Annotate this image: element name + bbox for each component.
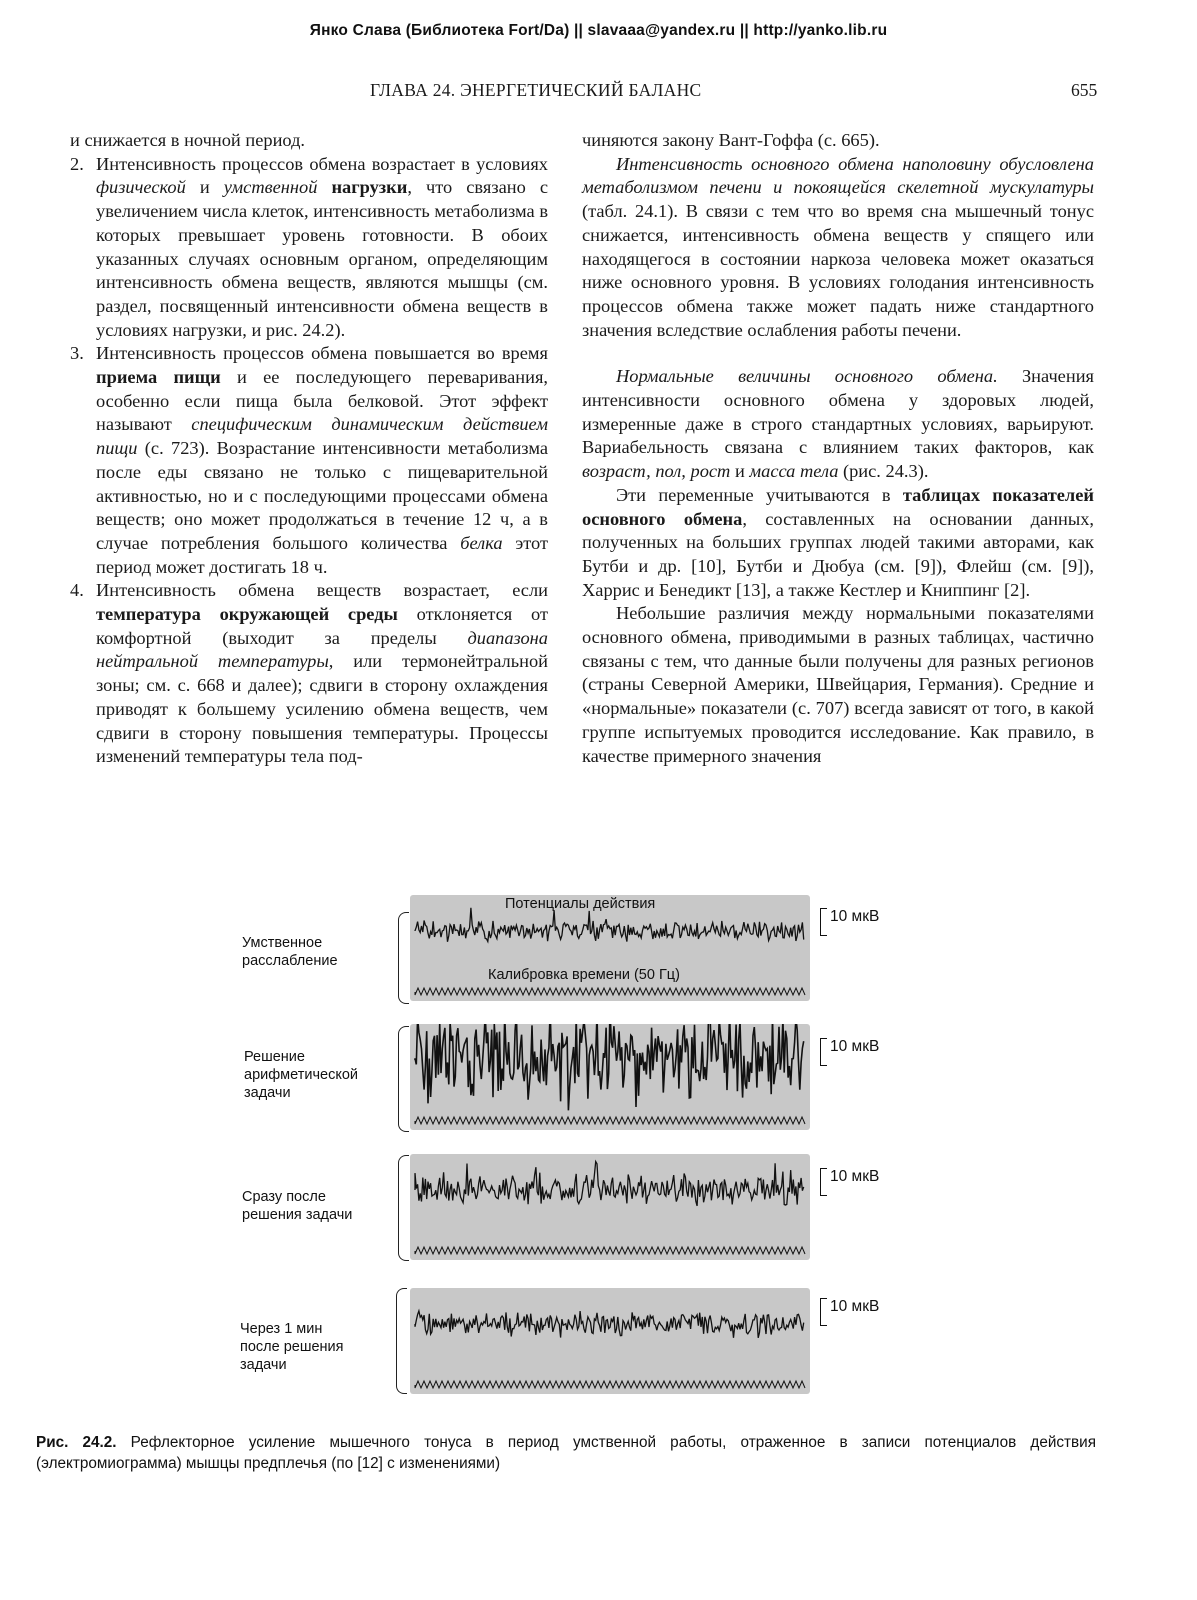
list-item-4 <box>70 579 548 769</box>
emphasis-text: умственной <box>223 177 318 198</box>
scale-bar-icon <box>820 1168 827 1196</box>
paragraph <box>582 153 1094 343</box>
list-number: 4. <box>70 580 84 601</box>
emphasis-text: возраст, пол, рост <box>582 461 731 482</box>
list-item-2 <box>70 153 548 343</box>
emg-panel <box>410 1024 810 1130</box>
paragraph: Небольшие различия между нормальными показателями основного обмена, приводимыми в разных таблицах, частично связаны с тем, что данные были получены для разных регионов (страны Северной Америки, Швейцария, Германия). Средние и «нормальные» показатели (с. 707) всегда зависят от того, в какой группе испытуемых проводится исследование. Как правило, в качестве примерного значения <box>582 603 1094 766</box>
emg-trace <box>410 895 810 1001</box>
watermark-banner: Янко Слава (Библиотека Fort/Da) || slavaaa@yandex.ru || http://yanko.lib.ru <box>309 22 888 39</box>
bold-term: нагрузки <box>331 177 408 198</box>
time-calibration-signal <box>415 1247 805 1254</box>
emg-panel <box>410 1154 810 1260</box>
list-number: 2. <box>70 153 84 174</box>
condition-label-line: решения задачи <box>242 1207 353 1223</box>
brace <box>398 1155 409 1261</box>
emg-signal-line <box>415 1024 804 1110</box>
list-text: и <box>185 177 224 198</box>
scale-label: 10 мкВ <box>830 1298 880 1315</box>
list-number: 3. <box>70 343 84 364</box>
condition-label <box>240 1320 344 1374</box>
list-text: , что связано с увеличением числа клеток, интенсивность метаболизма в которых превышает уровень готовности. В обоих указанных случаях основным органом, определяющим интенсивность обмена веществ, являются мышцы (см. раздел, посвященный интенсивности обмена веществ в условиях нагрузки, и рис. 24.2). <box>96 177 548 340</box>
brace <box>398 912 409 1004</box>
paragraph-text: (табл. 24.1). В связи с тем что во время сна мышечный тонус снижается, интенсивность обмена веществ у спящего или находящегося в состоянии наркоза человека может оказаться ниже основного уровня. В условиях голодания интенсивность процессов обмена также может падать ниже стандартного значения вследствие ослабления работы печени. <box>582 201 1094 340</box>
emg-panel <box>410 1288 810 1394</box>
paragraph-text: и <box>730 461 750 482</box>
emphasis-text: специфическим динамическим действием пищи <box>96 414 548 459</box>
scale-label: 10 мкВ <box>830 1168 880 1185</box>
condition-label <box>244 1048 358 1102</box>
list-text: Интенсивность процессов обмена возрастает в условиях <box>96 153 548 174</box>
list-text: (с. 723). Возрастание интенсивности метаболизма после еды связано не только с пищеварительной активностью, но и с последующими процессами обмена веществ; оно может продолжаться в течение 12 ч, а в случае потребления большого количества <box>96 438 548 553</box>
emg-signal-line <box>415 1162 804 1206</box>
condition-label <box>242 934 338 970</box>
condition-label-line: расслабление <box>242 953 338 969</box>
paragraph <box>582 365 1094 484</box>
paragraph-text: , составленных на основании данных, полученных на больших группах людей такими авторами, как Бутби и др. [10], Бутби и Дюбуа (см. [9]), Флейш (см. [9]), Харрис и Бенедикт [13], а также Кестлер и Книппинг [2]. <box>582 508 1095 600</box>
page-number: 655 <box>1071 80 1098 100</box>
list-text: , или термонейтральной зоны; см. с. 668 и далее); сдвиги в сторону охлаждения приводят к большему усилению обмена веществ, чем сдвиги в сторону повышения температуры. Процессы изменений температуры тела под- <box>96 651 548 767</box>
chapter-running-head: ГЛАВА 24. ЭНЕРГЕТИЧЕСКИЙ БАЛАНС <box>370 80 702 100</box>
emg-trace <box>410 1154 810 1260</box>
paragraph <box>582 484 1094 603</box>
paragraph-text: (рис. 24.3). <box>838 461 929 482</box>
time-calibration-signal <box>415 1117 805 1124</box>
action-potentials-label: Потенциалы действия <box>505 896 656 912</box>
scale-bar-icon <box>820 1038 827 1066</box>
paragraph-text: Значения интенсивности основного обмена у здоровых людей, измеренные даже в строго стандартных условиях, варьируют. Вариабельность связана с влиянием таких факторов, как <box>582 366 1094 458</box>
emphasis-text: масса тела <box>749 461 839 482</box>
list-text: этот период может достигать 18 ч. <box>96 532 548 577</box>
emphasis-text: Интенсивность основного обмена наполовину обусловлена метаболизмом печени и покоящейся скелетной мускулатуры <box>582 153 1094 198</box>
emphasis-text: физической <box>96 177 186 198</box>
left-text-column <box>70 129 548 769</box>
paragraph: чиняются закону Вант-Гоффа (с. 665). <box>582 130 880 150</box>
scale-bar-icon <box>820 908 827 936</box>
condition-label-line: задачи <box>244 1085 291 1101</box>
time-calibration-signal <box>415 988 805 995</box>
emphasis-text: диапазона нейтральной температуры <box>96 627 548 672</box>
condition-label <box>242 1188 352 1224</box>
emg-trace <box>410 1024 810 1130</box>
paragraph-gap <box>582 342 1094 365</box>
bold-term: приема пищи <box>96 367 221 388</box>
emg-trace <box>410 1288 810 1394</box>
bold-term: температура окружающей среды <box>96 604 398 625</box>
condition-label-line: Решение <box>244 1049 305 1065</box>
scale-bar-icon <box>820 1298 827 1326</box>
emg-panel <box>410 895 810 1001</box>
emg-signal-line <box>415 1311 804 1338</box>
emg-signal-line <box>415 908 804 942</box>
brace <box>398 1026 409 1132</box>
paragraph-continuation: и снижается в ночной период. <box>70 130 306 150</box>
figure-caption-label: Рис. 24.2. <box>36 1434 117 1451</box>
condition-label-line: после решения <box>240 1339 344 1355</box>
paragraph-text: Эти переменные учитываются в <box>616 484 903 505</box>
figure-caption <box>36 1432 1096 1474</box>
section-run-in-heading: Нормальные величины основного обмена. <box>616 366 998 387</box>
list-text: Интенсивность процессов обмена повышается во время <box>96 343 548 364</box>
list-text: Интенсивность обмена веществ возрастает, если <box>96 580 548 601</box>
list-item-3 <box>70 342 548 579</box>
condition-label-line: задачи <box>240 1357 287 1373</box>
emphasis-text: белка <box>460 532 503 553</box>
scale-label: 10 мкВ <box>830 1038 880 1055</box>
time-calibration-label: Калибровка времени (50 Гц) <box>488 967 680 983</box>
list-text <box>317 177 331 197</box>
right-text-column <box>582 129 1094 768</box>
list-text: отклоняется от комфортной (выходит за пределы <box>96 604 548 648</box>
bold-term: таблицах показателей основного обмена <box>582 484 1094 529</box>
condition-label-line: Умственное <box>242 935 323 951</box>
condition-label-line: Сразу после <box>242 1189 326 1205</box>
brace <box>396 1288 407 1394</box>
time-calibration-signal <box>415 1381 805 1388</box>
condition-label-line: арифметической <box>244 1067 358 1083</box>
condition-label-line: Через 1 мин <box>240 1321 323 1337</box>
list-text: и ее последующего переваривания, особенно если пища была белковой. Этот эффект называют <box>96 367 548 435</box>
scale-label: 10 мкВ <box>830 908 880 925</box>
figure-caption-text: Рефлекторное усиление мышечного тонуса в период умственной работы, отраженное в записи потенциалов действия (электромиограмма) мышцы предплечья (по [12] с изменениями) <box>36 1434 1096 1472</box>
